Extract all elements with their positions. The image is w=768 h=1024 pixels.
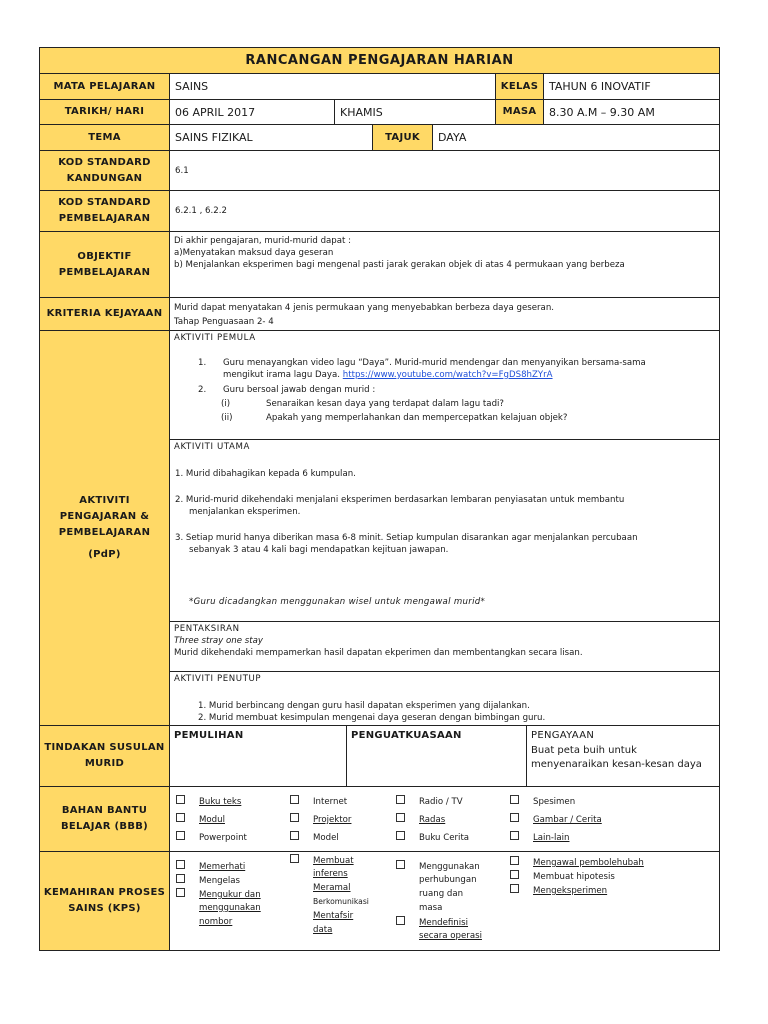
page-title: RANCANGAN PENGAJARAN HARIAN — [40, 48, 719, 74]
value-tema: SAINS FIZIKAL — [170, 125, 373, 151]
kps-mengeksperimen[interactable]: Mengeksperimen — [510, 884, 607, 897]
checkbox-icon — [396, 860, 405, 869]
kps-mendefinisi-line2: secara operasi — [419, 931, 482, 941]
checkbox-icon — [510, 884, 519, 893]
checkbox-icon — [510, 831, 519, 840]
bbb-radas[interactable]: Radas — [396, 813, 445, 826]
checkbox-icon — [510, 795, 519, 804]
kps-mengukur[interactable]: Mengukur dan — [176, 888, 261, 901]
bbb-radio-tv[interactable]: Radio / TV — [396, 795, 463, 808]
penutup-item-2: 2. Murid membuat kesimpulan mengenai daya geseran dengan bimbingan guru. — [198, 713, 546, 723]
label-tindakan-susulan: TINDAKAN SUSULAN MURID — [40, 726, 170, 787]
pemulihan-heading: PEMULIHAN — [174, 730, 244, 741]
pemula-item-1-line-a: Guru menayangkan video lagu “Daya”. Murid-murid mendengar dan menyanyikan bersama-sama — [223, 358, 646, 368]
value-mata-pelajaran: SAINS — [170, 74, 496, 100]
bbb-model[interactable]: Model — [290, 831, 339, 844]
value-kelas: TAHUN 6 INOVATIF — [544, 74, 719, 100]
kps-ruang-masa[interactable]: Menggunakan — [396, 860, 480, 873]
youtube-link[interactable]: https://www.youtube.com/watch?v=FgDS8hZYrA — [342, 370, 553, 380]
kps-memerhati[interactable]: Memerhati — [176, 860, 245, 873]
pentaksiran-heading: PENTAKSIRAN — [174, 624, 240, 634]
checkbox-icon — [510, 856, 519, 865]
aktiviti-utama-heading: AKTIVITI UTAMA — [174, 442, 251, 452]
label-mata-pelajaran: MATA PELAJARAN — [40, 74, 170, 100]
kps-meramal: Meramal — [313, 883, 351, 893]
kps-mentafsir: Mentafsir — [313, 911, 354, 921]
pemula-sub-i: Senaraikan kesan daya yang terdapat dalam lagu tadi? — [266, 399, 504, 409]
aktiviti-label-line1: AKTIVITI PENGAJARAN & PEMBELAJARAN — [58, 495, 151, 538]
aktiviti-pemula-heading: AKTIVITI PEMULA — [174, 333, 256, 343]
objektif-b: b) Menjalankan eksperimen bagi mengenal pasti jarak gerakan objek di atas 4 permukaan yang berbeza — [174, 260, 625, 270]
pemula-item-1 — [223, 357, 718, 381]
kriteria-block — [170, 298, 719, 331]
utama-item-3-line-a: 3. Setiap murid hanya diberikan masa 6-8 minit. Setiap kumpulan disarankan agar menjalankan percubaan — [175, 533, 638, 543]
kps-mengukur-line3: nombor — [199, 917, 233, 927]
label-aktiviti-pdp — [40, 331, 170, 726]
checkbox-icon — [176, 795, 185, 804]
kps-membuat-hipotesis[interactable]: Membuat hipotesis — [510, 870, 615, 883]
pemula-sub-i-number: (i) — [221, 399, 231, 409]
checkbox-icon — [290, 813, 299, 822]
label-objektif-pembelajaran: OBJEKTIF PEMBELAJARAN — [40, 232, 170, 298]
pengayaan-text: Buat peta buih untuk menyenaraikan kesan-kesan daya — [531, 745, 702, 770]
bbb-projektor[interactable]: Projektor — [290, 813, 351, 826]
pentaksiran-desc: Murid dikehendaki mempamerkan hasil dapatan ekperimen dan membentangkan secara lisan. — [174, 648, 583, 658]
pengayaan-heading: PENGAYAAN — [531, 730, 595, 741]
checkbox-icon — [176, 831, 185, 840]
pemulihan-cell — [170, 726, 347, 787]
objektif-intro: Di akhir pengajaran, murid-murid dapat : — [174, 236, 352, 246]
bbb-buku-teks[interactable]: Buku teks — [176, 795, 241, 808]
objektif-a: a)Menyatakan maksud daya geseran — [174, 248, 334, 258]
kps-ruang-masa-line3: ruang dan — [419, 889, 464, 899]
kps-mengawal-pembolehubah[interactable]: Mengawal pembolehubah — [510, 856, 644, 869]
bbb-lain-lain[interactable]: Lain-lain — [510, 831, 569, 844]
label-tajuk: TAJUK — [373, 125, 433, 151]
kps-ruang-masa-line2: perhubungan — [419, 875, 477, 885]
pemula-item-2-number: 2. — [198, 385, 207, 395]
utama-note: *Guru dicadangkan menggunakan wisel untuk mengawal murid* — [189, 597, 486, 607]
label-tarikh-hari: TARIKH/ HARI — [40, 100, 170, 125]
penutup-item-1: 1. Murid berbincang dengan guru hasil dapatan eksperimen yang dijalankan. — [198, 701, 530, 711]
objektif-block — [170, 232, 719, 298]
checkbox-icon — [510, 870, 519, 879]
utama-item-3-line-b: sebanyak 3 atau 4 kali bagi mendapatkan kejituan jawapan. — [189, 545, 449, 555]
label-tema: TEMA — [40, 125, 170, 151]
pengukuhan-cell — [347, 726, 527, 787]
checkbox-icon — [396, 916, 405, 925]
aktiviti-label-line2: (PdP) — [88, 549, 121, 560]
checkbox-icon — [290, 854, 299, 863]
pengayaan-cell — [527, 726, 719, 787]
bbb-modul[interactable]: Modul — [176, 813, 225, 826]
label-kriteria-kejayaan: KRITERIA KEJAYAAN — [40, 298, 170, 331]
checkbox-icon — [396, 813, 405, 822]
value-masa: 8.30 A.M – 9.30 AM — [544, 100, 719, 125]
bbb-gambar-cerita[interactable]: Gambar / Cerita — [510, 813, 602, 826]
pemula-sub-ii: Apakah yang memperlahankan dan mempercepatkan kelajuan objek? — [266, 413, 568, 423]
label-kod-standard-pembelajaran: KOD STANDARD PEMBELAJARAN — [40, 191, 170, 232]
pentaksiran-section — [170, 622, 719, 672]
kps-mengelas[interactable]: Mengelas — [176, 874, 240, 887]
bbb-cell — [170, 787, 719, 852]
checkbox-icon — [176, 888, 185, 897]
checkbox-icon — [176, 860, 185, 869]
pemula-item-2: Guru bersoal jawab dengan murid : — [223, 385, 376, 395]
kriteria-line-1: Murid dapat menyatakan 4 jenis permukaan yang menyebabkan berbeza daya geseran. — [174, 303, 554, 313]
utama-item-2-line-b: menjalankan eksperimen. — [189, 507, 301, 517]
pemula-item-1-line-b: mengikut irama lagu Daya. — [223, 370, 341, 380]
pengukuhan-heading: PENGUATKUASAAN — [351, 730, 462, 741]
kps-mengukur-line2: menggunakan — [199, 903, 261, 913]
aktiviti-utama-section — [170, 440, 719, 622]
checkbox-icon — [176, 813, 185, 822]
bbb-powerpoint[interactable]: Powerpoint — [176, 831, 247, 844]
aktiviti-pemula-section — [170, 331, 719, 440]
kps-berkomunikasi: Berkomunikasi — [313, 897, 369, 906]
label-masa: MASA — [496, 100, 544, 125]
value-tarikh: 06 APRIL 2017 — [170, 100, 335, 125]
value-kod-standard-kandungan: 6.1 — [170, 151, 719, 191]
pentaksiran-method: Three stray one stay — [174, 636, 263, 646]
kps-cell — [170, 852, 719, 950]
bbb-spesimen[interactable]: Spesimen — [510, 795, 575, 808]
checkbox-icon — [290, 795, 299, 804]
kps-inferens-line2: inferens — [313, 869, 348, 879]
bbb-buku-cerita[interactable]: Buku Cerita — [396, 831, 469, 844]
kriteria-line-2: Tahap Penguasaan 2- 4 — [174, 317, 274, 327]
label-kemahiran-proses-sains: KEMAHIRAN PROSES SAINS (KPS) — [40, 852, 170, 950]
checkbox-icon — [176, 874, 185, 883]
kps-mentafsir-line2: data — [313, 925, 333, 935]
label-bahan-bantu-belajar: BAHAN BANTU BELAJAR (BBB) — [40, 787, 170, 852]
kps-membuat-inferens[interactable]: Membuat — [290, 854, 354, 867]
utama-item-2-line-a: 2. Murid-murid dikehendaki menjalani eksperimen berdasarkan lembaran penyiasatan untuk membantu — [175, 495, 625, 505]
aktiviti-penutup-heading: AKTIVITI PENUTUP — [174, 674, 262, 684]
checkbox-icon — [510, 813, 519, 822]
bbb-internet[interactable]: Internet — [290, 795, 347, 808]
label-kelas: KELAS — [496, 74, 544, 100]
checkbox-icon — [396, 831, 405, 840]
label-kod-standard-kandungan: KOD STANDARD KANDUNGAN — [40, 151, 170, 191]
value-kod-standard-pembelajaran: 6.2.1 , 6.2.2 — [170, 191, 719, 232]
checkbox-icon — [396, 795, 405, 804]
kps-mendefinisi[interactable]: Mendefinisi — [396, 916, 468, 929]
aktiviti-penutup-section — [170, 672, 719, 726]
pemula-sub-ii-number: (ii) — [221, 413, 233, 423]
value-hari: KHAMIS — [335, 100, 496, 125]
kps-ruang-masa-line4: masa — [419, 903, 443, 913]
value-tajuk: DAYA — [433, 125, 719, 151]
checkbox-icon — [290, 831, 299, 840]
lesson-plan-table — [39, 47, 720, 951]
utama-item-1: 1. Murid dibahagikan kepada 6 kumpulan. — [175, 469, 356, 479]
pemula-item-1-number: 1. — [198, 358, 207, 368]
